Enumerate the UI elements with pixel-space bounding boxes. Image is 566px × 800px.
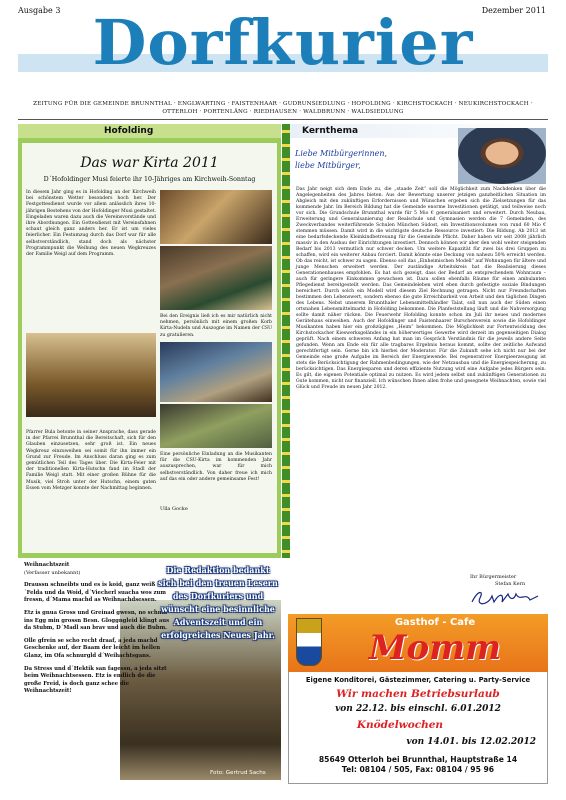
coat-of-arms-icon xyxy=(296,618,322,666)
ad-phone: Tel: 08104 / 505, Fax: 08104 / 95 96 xyxy=(341,765,495,774)
photo-musicians xyxy=(160,246,272,310)
ad-knoedelwochen: Knödelwochen xyxy=(356,719,444,731)
ad-street: 85649 Otterloh bei Brunnthal, Hauptstraße 14 xyxy=(318,755,518,764)
kernthema-text: Das Jahr neigt sich dem Ende zu, die „staade Zeit“ soll die Möglichkeit zum Nachdenken über die Angelegenheiten des Jahres bieten. Aus der Bewertung unserer jetzigen ganzheitlichen Situation im Abgleich mit den zukünftigen Erfordernissen und Wünschen ergeben sich die Zielsetzungen für das kommende Jahr. Im Bereich Bildung hat die Gemeinde enorme Investitionen getätigt, und teilweise noch vor sich. Die Grundschule Brunnthal wurde für 5 Mio € generalsaniert und erweitert. Durch Neubau, Erweiterung und Generalsanierung der Realschule und Gymnasien werden die 7 Gemeinden, des Zweckverbandes weiterführende Schulen München Südost, ein Investitionsvolumen von rund 60 Mio € stemmen müssen. Damit wird in die wichtigste deutsche Ressource investiert: Die Bildung. Ab 2013 ist eine bedarfsdeckende Kleinkindbetreuung für die Gemeinde Pflicht. Daher haben wir seit 2008 jährlich massiv in den Ausbau der Einrichtungen investiert. Dennoch können wir aber den wohl weiter steigenden Bedarf bis 2013 vermutlich nur schwer decken. Um weitere Kapazität für zwei bis drei Gruppen zu schaffen, wird ein weiterer Anbau forciert. Damit könnte eine Deckung von nahezu 50% erreicht werden. Ob das reicht, ist schwer zu sagen. Ebenso soll das „Einheimischen Modell“ auf Wohnungen für ältere und junge Menschen erweitert werden. Der zuständige Arbeitskreis hat die Realisierung dieses Generationenhauses empfohlen. Es hat sich gezeigt, dass der Bedarf an entsprechendem Wohnraum – auch für geringere Einkommen gewachsen ist. Dazu sollen ebenfalls Räume für einen ambulanten Pflegedienst bereitgestellt werden. Das Gemeindeleben wird eben durch gefestigte soziale Bindungen bereichert. Durch solch ein Modell wird diesem Ziel Rechnung getragen. Nicht nur Freundschaften bestimmen den Lebenswert, sondern ebenso die gute Erreichbarkeit von Arbeit und den täglichen Dingen des Lebens. Nebst unserem Brunnthaler Lebensmittelhändler Talat, soll nun auch der Süden einen ortsnahen Lebensmittelmarkt in Hofolding bekommen. Die Planfeststellung läuft und die Nahversorgung sollte damit näher rücken. Die Feuerwehr Hofolding konnte schon im Juli ihr neues und modernes Gerätehaus einweihen. Auch der Hofoldinger und Faistenhaarer Burschenverein sowie die Hofoldinger Musikanten haben hier ein großzügiges „Heim“ bekommen. Die Möglichkeit zur Fortentwicklung des Kirchstockacher Kieswerksgeländes in ein höherwertiges Gewerbe wird derzeit im gegenseitigen Dialog geprüft. Nach einem schweren Anfang hat man im Gespräch Verständnis für die jeweils andere Seite gefunden. Wenn am Ende ein für alle tragbares Ergebnis heraus kommt, sollte der zeitliche Aufwand gerechtfertigt sein. Gerne bin ich hierbei der Moderator. Für die Zukunft sehe ich nicht nur bei der Gemeinde eine große Aufgabe im Bereich der Energiewende. Bei regenerativer Energieerzeugung ist stets die Berücksichtigung der Rahmenbedingungen, wie der Netzausbau und die Energiespeicherung, zu berücksichtigen. Das Energiesparen und deren effiziente Nutzung wird eine Aufgabe jedes Bürgers sein. Es gilt, die eigenen Potentiale optimal zu nutzen. Es wird jedem selbst und zukünftigen Generationen zu Gute kommen, nicht nur finanziell. Ich wünschen Ihnen allen frohe und gesegnete Weihnachten, sowie viel Glück und Freude im neuen Jahr 2012. xyxy=(296,187,546,390)
mayor-portrait xyxy=(458,128,546,184)
article-paragraph: Eine persönliche Einladung an die Musikanten für die CSU-Kirta im kommenden Jahr auszusprechen, war für mich selbstverständlich. Von daher freue ich mich auf das ein oder andere gemeinsame Fest! xyxy=(160,452,272,482)
article-title: Das war Kirta 2011 xyxy=(80,155,219,171)
greeting-line: liebe Mitbürger, xyxy=(295,161,361,170)
ad-gasthof: Gasthof - Cafe xyxy=(394,617,476,628)
ad-tagline: Eigene Konditorei, Gästezimmer, Catering u. Party-Service xyxy=(305,676,531,684)
photo-wreath xyxy=(160,190,272,244)
poem-author: (Verfasser unbekannt) xyxy=(24,569,81,576)
kernthema-header: Kernthema xyxy=(290,124,548,138)
ad-address xyxy=(290,755,546,775)
article-subtitle: D´Hofoldinger Musi feierte ihr 10-Jähriges am Kirchweih-Sonntag xyxy=(43,176,256,183)
photo-credit: Foto: Gertrud Sachs xyxy=(210,770,266,776)
signature-name: Stefan Kern xyxy=(495,581,526,587)
editorial-greeting: Die Redaktion bedankt sich bei den treuen Lesern des Dorfkuriers und wünscht eine besinnliche Adventszeit und ein erfolgreiches Neues Jahr. xyxy=(158,565,278,640)
hofolding-header: Hofolding xyxy=(18,124,281,138)
ad-business-name: Momm xyxy=(368,628,502,668)
poem-stanza: Etz is gnua Gross und Greinad gwesn, no schnai ins Egg min grossn Besn. Gloggngleid klingt aus da Stubm, D´Madl san brav und auch die Bubm. xyxy=(24,609,170,632)
poem-stanza: Draussn schneibts und es is koid, ganz weiß san d´Felda und da Woid, d´Viecherl suacha wos zum fressn, d´Mama machd as Weihnachdsessen. xyxy=(24,582,173,604)
article-paragraph: Pfarrer Bula betonte in seiner Ansprache, dass gerade in der Pfarrei Brunnthal die Bereitschaft, sich für den Glauben einzusetzen, sehr groß ist. Ein neues Wegkreuz einzuweihen sei somit für ihn immer ein Grund zur Freude. Im Anschluss daran ging es zum gemütlichen Teil des Tages über. Die Kirta-Feier mit der traditionellen Kirta-Hutschn fand im Stadl der Familie Weigl statt. Mit einer großen Bühne für die Musik, viel Stroh unter der Hutschn, einem guten Essen vom Metzger konnte der Nachmittag beginnen. xyxy=(26,430,156,491)
newspaper-subtitle: ZEITUNG FÜR DIE GEMEINDE BRUNNTHAL · ENGLWARTING · FAISTENHAAR · GUDRUNSIEDLUNG · HOFOLDING · KIRCHSTOCKACH · NEUKIRCHSTOCKACH · OTTERLOH · PORTENLÄNG · RIEDHAUSEN · WALDBRUNN · WALDSIEDLUNG xyxy=(33,101,533,115)
greeting-line: Liebe Mitbürgerinnen, xyxy=(295,149,388,158)
greeting xyxy=(295,148,387,172)
divider xyxy=(18,119,548,120)
article-paragraph: Bei den Ereignis ließ ich es mir natürlich nicht nehmen, persönlich mit einem großen Korb Kirta-Nudeln und Auszogne im Namen der CSU zu gratulieren. xyxy=(160,314,272,338)
handwritten-signature xyxy=(470,588,540,608)
ad-betriebsurlaub: Wir machen Betriebsurlaub xyxy=(336,688,500,700)
article-author: Ulla Gocke xyxy=(160,506,188,512)
article-paragraph: In diesem Jahr ging es in Hofolding an der Kirchweih bei schönstem Wetter besonders hoch her. Der Festgottesdienst wurde vor allem anlässlich ihres 10-jährigen Bestehens von der Hofoldinger Musi gestaltet. Eingeladen waren dazu auch die Vereinsvorstände und ihre Abordnungen. Ein Gottesdienst mit Vereinsfahnen schaut gleich ganz anders her. Er ist um vieles feierlicher. Ein Festumzug durch das Dorf war für alle selbstverständlich, stand doch als nächster Programmpunkt die Weihung des neuen Wegkreuzes der Familie Weigl auf dem Programm. xyxy=(26,190,156,258)
issue-date: Dezember 2011 xyxy=(481,6,546,15)
issue-number: Ausgabe 3 xyxy=(18,6,61,15)
newspaper-title: Dorfkurier xyxy=(92,6,474,79)
poem-stanza: Olle gfrein se scho recht draaf, a jeda machd Geschenke auf, der Baam der leicht im hellen Glanz, im Ofa schnurgld d´Weihachtsgans. xyxy=(24,637,161,659)
signature-label: Ihr Bürgermeister xyxy=(470,574,517,580)
ad-dates: von 22.12. bis einschl. 6.01.2012 xyxy=(335,704,501,714)
poem-title: Weihnachtszeit xyxy=(24,562,70,568)
photo-band xyxy=(160,342,272,402)
ad-dates: von 14.01. bis 12.02.2012 xyxy=(406,737,536,747)
poem xyxy=(24,562,174,701)
photo-crowd xyxy=(160,404,272,448)
decorative-strip xyxy=(282,124,290,558)
photo-wayside-cross xyxy=(26,333,156,417)
poem-stanza: Da Stress und d´Hektik san fagessn, a jeda sitzt beim Weihnachtsessen. Etz is endlich do die große Freid, is doch ganz schee die Weihnachtszeit! xyxy=(24,665,167,695)
